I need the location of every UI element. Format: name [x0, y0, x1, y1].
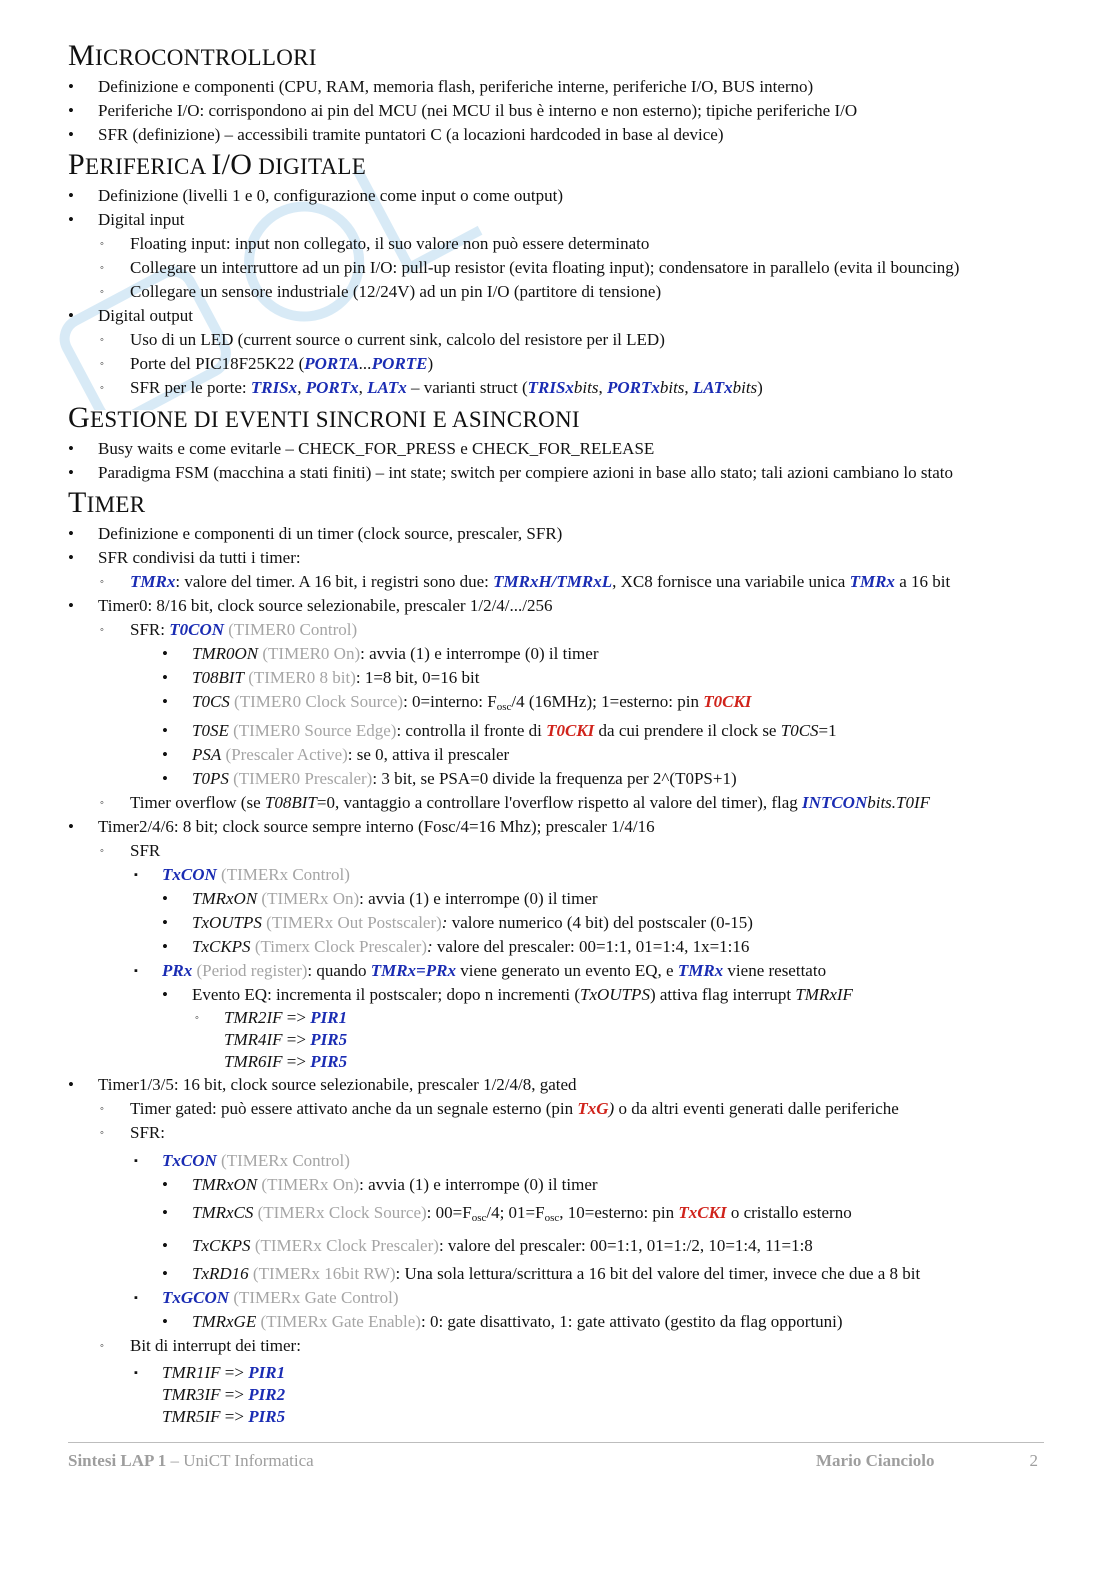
- list-item: • TMRxON (TIMERx On): avvia (1) e interrompe (0) il timer: [162, 889, 598, 908]
- list-item: • T08BIT (TIMER0 8 bit): 1=8 bit, 0=16 bit: [162, 668, 480, 687]
- footer-author: Mario Cianciolo: [816, 1451, 935, 1470]
- list-item: ▪ TxGCON (TIMERx Gate Control): [134, 1288, 399, 1307]
- list-item: TMR5IF => PIR5: [162, 1407, 286, 1426]
- list-item: ◦ Timer overflow (se T08BIT=0, vantaggio a controllare l'overflow rispetto al valore del timer), flag INTCONbits.T0IF: [100, 793, 931, 812]
- list-item: ◦ Porte del PIC18F25K22 (PORTA...PORTE): [100, 354, 434, 373]
- list-item: • TMR0ON (TIMER0 On): avvia (1) e interrompe (0) il timer: [162, 644, 599, 663]
- list-item: ◦ Bit di interrupt dei timer:: [100, 1336, 301, 1355]
- list-item: ◦ Uso di un LED (current source o current sink, calcolo del resistore per il LED): [100, 330, 665, 349]
- list-item: • TxCKPS (Timerx Clock Prescaler): valore del prescaler: 00=1:1, 01=1:4, 1x=1:16: [162, 937, 750, 956]
- list-item: • PSA (Prescaler Active): se 0, attiva il prescaler: [162, 745, 510, 764]
- list-item: • TMRxCS (TIMERx Clock Source): $00=F_{osc}/4$; $01=F_{osc}$, 10=esterno: pin TxCKI o cristallo esterno: [162, 1203, 852, 1224]
- list-item: • Definizione e componenti (CPU, RAM, memoria flash, periferiche interne, periferiche I/O, BUS interno): [68, 77, 814, 96]
- list-item: • Evento EQ: incrementa il postscaler; dopo n incrementi (TxOUTPS) attiva flag interrupt TMRxIF: [162, 985, 853, 1004]
- list-item: • Definizione (livelli 1 e 0, configurazione come input o come output): [68, 186, 563, 205]
- list-item: • TxCKPS (TIMERx Clock Prescaler): valore del prescaler: 00=1:1, 01=1:/2, 10=1:4, 11=1:8: [162, 1236, 813, 1255]
- list-item: • Periferiche I/O: corrispondono ai pin del MCU (nei MCU il bus è interno e non esterno); tipiche periferiche I/O: [68, 101, 858, 120]
- list-item: ◦ SFR per le porte: TRISx, PORTx, LATx – varianti struct (TRISxbits, PORTxbits, LATxbits): [100, 378, 763, 397]
- list-item: • TxOUTPS (TIMERx Out Postscaler): valore numerico (4 bit) del postscaler (0-15): [162, 913, 753, 932]
- heading-gestione-eventi: GESTIONE DI EVENTI SINCRONI E ASINCRONI: [68, 401, 580, 434]
- list-item: • SFR condivisi da tutti i timer:: [68, 548, 301, 567]
- list-item: ◦ Collegare un interruttore ad un pin I/O: pull-up resistor (evita floating input); condensatore in parallelo (evita il bouncing): [100, 258, 960, 277]
- list-item: • TMRxGE (TIMERx Gate Enable): 0: gate disattivato, 1: gate attivato (gestito da flag opportuni): [162, 1312, 843, 1331]
- list-item: • Paradigma FSM (macchina a stati finiti) – int state; switch per compiere azioni in base allo stato; tali azioni cambiano lo stato: [68, 463, 953, 482]
- heading-periferica-io: PERIFERICA I/O DIGITALE: [68, 148, 367, 181]
- list-item: ◦ Collegare un sensore industriale (12/24V) ad un pin I/O (partitore di tensione): [100, 282, 662, 301]
- list-item: ◦ TMR2IF => PIR1: [195, 1008, 348, 1027]
- page-footer: [68, 1442, 1044, 1471]
- list-item: TMR3IF => PIR2: [162, 1385, 286, 1404]
- list-item: • Busy waits e come evitarle – CHECK_FOR_PRESS e CHECK_FOR_RELEASE: [68, 439, 655, 458]
- list-item: • Digital input: [68, 210, 185, 229]
- list-item: • T0CS (TIMER0 Clock Source): 0=interno: $F_{osc}/4$ (16MHz); 1=esterno: pin T0CKI: [162, 692, 752, 713]
- list-item: ◦ TMRx: valore del timer. A 16 bit, i registri sono due: TMRxH/TMRxL, XC8 fornisce una variabile unica TMRx a 16 bit: [100, 572, 951, 591]
- list-item: • Definizione e componenti di un timer (clock source, prescaler, SFR): [68, 524, 563, 543]
- list-item: • T0PS (TIMER0 Prescaler): 3 bit, se PSA=0 divide la frequenza per 2^(T0PS+1): [162, 769, 737, 788]
- list-item: ◦ SFR: T0CON (TIMER0 Control): [100, 620, 358, 639]
- list-item: ◦ Floating input: input non collegato, il suo valore non può essere determinato: [100, 234, 650, 253]
- list-item: • TxRD16 (TIMERx 16bit RW): Una sola lettura/scrittura a 16 bit del valore del timer, invece che due a 8 bit: [162, 1264, 921, 1283]
- list-item: • SFR (definizione) – accessibili tramite puntatori C (a locazioni hardcoded in base al device): [68, 125, 724, 144]
- list-item: • T0SE (TIMER0 Source Edge): controlla il fronte di T0CKI da cui prendere il clock se T0CS=1: [162, 721, 837, 740]
- list-item: TMR4IF => PIR5: [224, 1030, 348, 1049]
- heading-microcontrollori: MICROCONTROLLORI: [68, 39, 317, 72]
- list-item: ◦ SFR:: [100, 1123, 165, 1142]
- list-item: ▪ TxCON (TIMERx Control): [134, 865, 350, 884]
- list-item: • TMRxON (TIMERx On): avvia (1) e interrompe (0) il timer: [162, 1175, 598, 1194]
- page-number: 2: [1029, 1451, 1038, 1470]
- list-item: • Timer1/3/5: 16 bit, clock source selezionabile, prescaler 1/2/4/8, gated: [68, 1075, 577, 1094]
- list-item: • Timer2/4/6: 8 bit; clock source sempre interno (Fosc/4=16 Mhz); prescaler 1/4/16: [68, 817, 655, 836]
- list-item: ▪ TMR1IF => PIR1: [134, 1363, 286, 1382]
- footer-title: Sintesi LAP 1 – UniCT Informatica: [68, 1451, 314, 1470]
- list-item: • Timer0: 8/16 bit, clock source selezionabile, prescaler 1/2/4/.../256: [68, 596, 553, 615]
- list-item: ▪ PRx (Period register): quando TMRx=PRx viene generato un evento EQ, e TMRx viene resettato: [134, 961, 827, 980]
- list-item: ◦ SFR: [100, 841, 161, 860]
- list-item: ▪ TxCON (TIMERx Control): [134, 1151, 350, 1170]
- document-page: [68, 38, 1058, 1428]
- heading-timer: TIMER: [68, 486, 146, 519]
- list-item: TMR6IF => PIR5: [224, 1052, 348, 1071]
- list-item: • Digital output: [68, 306, 193, 325]
- list-item: ◦ Timer gated: può essere attivato anche da un segnale esterno (pin TxG) o da altri eventi generati dalle periferiche: [100, 1099, 899, 1118]
